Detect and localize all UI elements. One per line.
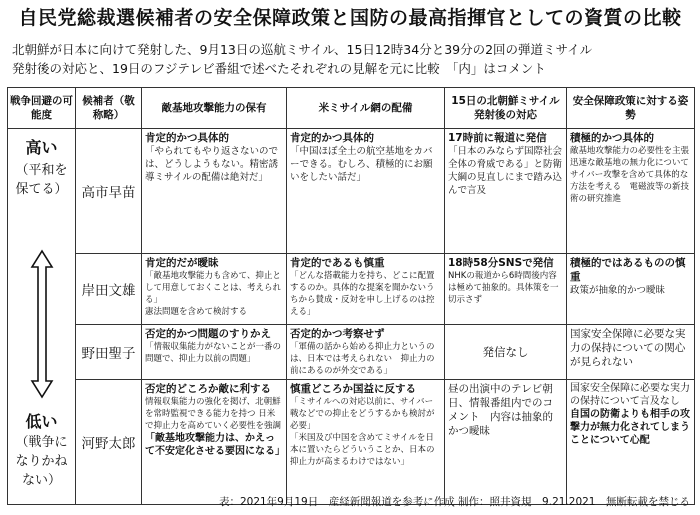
header-axis: 戦争回避の可能度 (8, 88, 76, 129)
cell-c4 (567, 380, 695, 505)
cell-body: 国家安全保障に必要な実力の保持について言及なし (570, 383, 690, 407)
cell-heading: 慎重どころか国益に反する (290, 383, 416, 395)
cell-body: 敵基地攻撃能力の必要性を主張 迅速な敵基地の無力化についてサイバー攻撃を含めて具体的な方法を考える 電磁波等の新技術の研究推進 (570, 146, 698, 204)
cell-heading: 否定的どころか敵に利する (145, 383, 271, 395)
cell-heading: 肯定的だが曖昧 (145, 257, 219, 269)
cell-heading: 否定的かつ問題のすりかえ (145, 328, 271, 340)
header-name: 候補者（敬称略） (76, 88, 142, 129)
axis-high-label: 高い (25, 138, 58, 157)
cell-c3 (445, 380, 567, 505)
cell-heading: 否定的かつ考察せず (290, 328, 385, 340)
cell-heading: 積極的かつ具体的 (570, 132, 654, 144)
page-title: 自民党総裁選候補者の安全保障政策と国防の最高指揮官としての資質の比較 (18, 7, 682, 29)
footer-credit: 表：2021年9月19日 産経新聞報道を参考に作成 制作：照井資規 9.21.2021 無断転載を禁じる (218, 496, 690, 508)
cell-c1 (142, 380, 287, 505)
cell-heading: 18時58分SNSで発信 (448, 257, 554, 269)
cell-body: 政策が抽象的かつ曖昧 (570, 285, 666, 296)
cell-heading: 17時前に報道に発信 (448, 132, 547, 144)
intro-line-1: 北朝鮮が日本に向けて発射した、9月13日の巡航ミサイル、15日12時34分と39分の2回の弾道ミサイル (12, 42, 593, 57)
cell-c1 (142, 254, 287, 325)
axis-low-sub-2: なりかね (15, 454, 68, 469)
cell-body: 「ミサイルへの対応以前に、サイバー戦などでの抑止をどうするかも検討が必要」 (290, 397, 435, 431)
cell-body: 「軍備の話から始める抑止力というのは、日本では考えられない 抑止力の前にあるのが外交である」 (290, 342, 435, 376)
cell-body: 「中国ほぼ全土の航空基地をカバーできる。むしろ、積極的にお願いをしたい話だ」 (290, 146, 433, 183)
cell-body: 情報収集能力の強化を掲げ、北朝鮮を常時監視できる能力を持つ 日米で抑止力を高めていく必要性を強調 (145, 397, 282, 431)
candidate-name: 岸田文雄 (76, 254, 142, 325)
cell-c2 (287, 325, 445, 380)
axis-high-sub (8, 161, 75, 199)
table-row (8, 325, 695, 380)
axis-high-sub-2: 保てる） (15, 182, 68, 197)
cell-note: 「米国及び中国を含めてミサイルを日本に置いたらどういうことか、日本の抑止力が高まるわけではない」 (290, 433, 435, 467)
cell-heading: 肯定的かつ具体的 (290, 132, 374, 144)
intro-line-2: 発射後の対応と、19日のフジテレビ番組で述べたそれぞれの見解を元に比較 「内」はコメント (12, 61, 546, 76)
double-arrow-icon (30, 249, 54, 399)
cell-heading: 肯定的であるも慎重 (290, 257, 385, 269)
cell-c3: 発信なし (445, 325, 567, 380)
axis-low-sub-3: ない） (21, 473, 61, 488)
cell-c2 (287, 380, 445, 505)
cell-body: 「日本のみならず国際社会全体の脅威である」と防衛大綱の見直しにまで踏み込んで言及 (448, 146, 563, 196)
cell-c3 (445, 129, 567, 254)
comparison-table (7, 87, 698, 505)
axis-low-label: 低い (25, 412, 58, 431)
cell-body: 「情報収集能力がないことが一番の問題で、抑止力以前の問題」 (145, 342, 282, 364)
cell-body: 「どんな搭載能力を持ち、どこに配置するのか。具体的な提案を聞かないうちから賛成・反対を申し上げるのは控える」 (290, 271, 435, 317)
cell-body: 国家安全保障に必要な実力の保持についての関心が見られない (570, 328, 686, 368)
header-col2: 米ミサイル網の配備 (287, 88, 445, 129)
cell-c4 (567, 325, 695, 380)
cell-c1 (142, 325, 287, 380)
cell-heading: 肯定的かつ具体的 (145, 132, 229, 144)
header-col3: 15日の北朝鮮ミサイル発射後の対応 (445, 88, 567, 129)
cell-bold: 自国の防衛よりも相手の攻撃力が無力化されてしまうことについて心配 (570, 409, 690, 446)
axis-high-sub-1: （平和を (15, 163, 68, 178)
cell-c2 (287, 129, 445, 254)
table-header-row (8, 88, 695, 129)
cell-bold: 「敵基地攻撃能力は、かえって不安定化させる要因になる」 (145, 433, 285, 457)
intro-text (12, 40, 694, 78)
table-row (8, 254, 695, 325)
axis-low-sub (8, 433, 75, 490)
table-row (8, 129, 695, 254)
cell-note: 憲法問題を含めて検討する (145, 307, 248, 317)
axis-low-sub-1: （戦争に (15, 435, 68, 450)
cell-c3 (445, 254, 567, 325)
cell-c4 (567, 129, 698, 254)
cell-heading: 積極的ではあるものの慎重 (570, 257, 686, 283)
table-row (8, 380, 695, 505)
cell-c4 (567, 254, 695, 325)
header-col1: 敵基地攻撃能力の保有 (142, 88, 287, 129)
axis-column (8, 129, 76, 505)
candidate-name: 河野太郎 (76, 380, 142, 505)
candidate-name: 野田聖子 (76, 325, 142, 380)
cell-body: NHKの報道から6時間後内容は極めて抽象的。具体策を一切示さず (448, 271, 559, 305)
candidate-name: 高市早苗 (76, 129, 142, 254)
cell-body: 「敵基地攻撃能力も含めて、抑止として用意しておくことは、考えられる」 (145, 271, 282, 305)
cell-body: 「やられてもやり返さないのでは、どうしようもない。精密誘導ミサイルの配備は絶対だ」 (145, 146, 279, 183)
cell-c2 (287, 254, 445, 325)
header-col4: 安全保障政策に対する姿勢 (567, 88, 695, 129)
cell-c1 (142, 129, 287, 254)
cell-body: 昼の出演中のテレビ朝日、情報番組内でのコメント 内容は抽象的かつ曖昧 (448, 383, 553, 437)
